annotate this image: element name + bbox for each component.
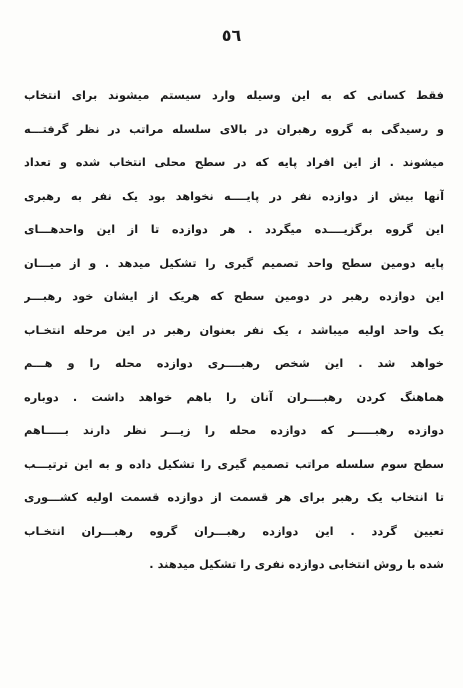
text-line: این گروه برگزیــــده میگردد . هر دوازده تا از این واحدهـــای: [24, 222, 444, 236]
text-line: و رسیدگی به گروه رهبران در بالای سلسله مراتب در نظر گرفتـــه: [24, 121, 444, 136]
text-line: این دوازده رهبر در دومین سطح که هریک از ایشان خود رهبـــر: [24, 289, 444, 303]
text-line: خواهد شد . این شخص رهبــــری دوازده محله را و هـــم: [24, 356, 444, 370]
text-line: شده با روش انتخابی دوازده نفری را تشکیل میدهند .: [149, 557, 444, 571]
text-line: فقط کسانی که به این وسیله وارد سیستم میشوند برای انتخاب: [24, 88, 444, 102]
page-number: ٥٦: [221, 26, 242, 45]
text-line: سطح سوم سلسله مراتب تصمیم گیری را تشکیل داده و به این ترتیـــب: [24, 456, 444, 471]
text-line: یک واحد اولیه میباشد ، یک نفر بعنوان رهبر در این مرحله انتخـاب: [24, 322, 444, 337]
text-line: هماهنگ کردن رهبــــران آنان را باهم خواهد داشت . دوباره: [24, 389, 444, 404]
text-line: تعیین گردد . این دوازده رهبـــران گروه رهبـــران انتخـاب: [24, 523, 444, 538]
text-line: پایه دومین سطح واحد تصمیم گیری را تشکیل میدهد . و از میـــان: [24, 255, 444, 270]
paragraph: [24, 79, 444, 582]
text-line: تا انتخاب یک رهبر برای هر قسمت از دوازده قسمت اولیه کشـــوری: [24, 490, 444, 504]
text-line: میشوند . از این افراد پایه که در سطح محلی انتخاب شده و تعداد: [24, 155, 444, 169]
text-line: دوازده رهبـــــر که دوازده محله را زیـــر نظر دارند بـــــاهم: [24, 423, 444, 437]
text-line: آنها بیش از دوازده نفر در پایــــه نخواهد بود یک نفر به رهبری: [24, 188, 444, 203]
